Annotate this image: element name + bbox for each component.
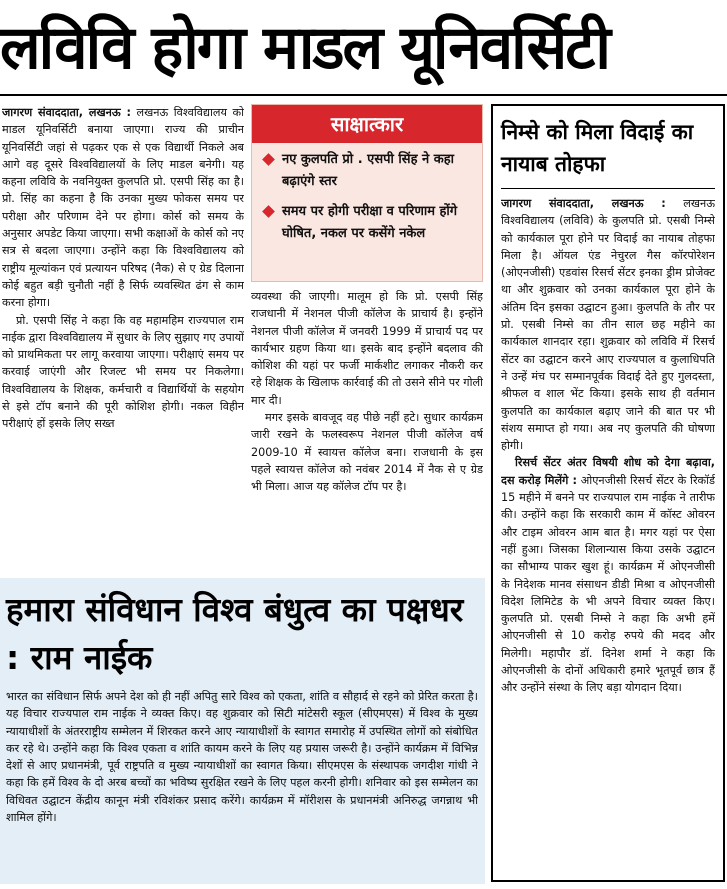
interview-point [260, 201, 474, 245]
main-story-paragraph-2: प्रो. एसपी सिंह ने कहा कि वह महामहिम राज्यपाल राम नाईक द्वारा विश्वविद्यालय में सुधार के लिए सुझाए गए उपायों को प्राथमिकता पर लागू करवाया जाएगा। परीक्षाएं समय पर करवाई जाएंगी और रिजल्ट भी समय पर निकलेगा। विश्वविद्यालय के शिक्षक, कर्मचारी व विद्यार्थियों के सहयोग से इसे टॉप बनाने की पूरी कोशिश होगी। नकल विहीन परीक्षाएं हों इसके लिए सख्त [2, 313, 244, 431]
sidebar-subhead: रिसर्च सेंटर अंतर विषयी शोध को देगा बढ़ावा, दस करोड़ मिलेंगे : [501, 456, 715, 487]
interview-points [252, 143, 482, 245]
diamond-bullet-icon [262, 153, 275, 166]
sidebar-paragraph-1-text: लखनऊ विश्वविद्यालय (लविवि) के कुलपति प्रो. एसबी निम्से को कार्यकाल पूरा होने पर विदाई का नायाब तोहफा मिला है। ऑयल एंड नेचुरल गैस कॉरपोरेशन (ओएनजीसी) एडवांस रिसर्च सेंटर इनका ड्रीम प्रोजेक्ट था और शुक्रवार को उनका कार्यकाल पूरा होने के अंतिम दिन इसका उद्घाटन हुआ। कुलपति के तौर पर प्रो. एसबी निम्से का तीन साल छह महीने का कार्यकाल शानदार रहा। शुक्रवार को लविवि में रिसर्च सेंटर का उद्घाटन करने आए राज्यपाल व कुलाधिपति ने उन्हें मंच पर सम्मानपूर्वक विदाई देते हुए गुलदस्ता, श्रीफल व शाल भेंट किया। इसके साथ ही वर्तमान कुलपति का कार्यकाल बढ़ाए जाने की बात पर भी संशय समाप्त हो गया। अब नए कुलपति की घोषणा होगी। [501, 197, 715, 453]
main-story-column-2 [251, 288, 483, 572]
main-story-byline: जागरण संवाददाता, लखनऊ : [2, 106, 131, 119]
diamond-bullet-icon [262, 205, 275, 218]
lower-story-title: हमारा संविधान विश्व बंधुत्व का पक्षधर : राम नाईक [6, 590, 464, 677]
headline: लविवि होगा माडल यूनिवर्सिटी [0, 13, 609, 83]
main-story-paragraph-1-text: लखनऊ विश्वविद्यालय को माडल यूनिवर्सिटी बनाया जाएगा। राज्य की प्राचीन यूनिवर्सिटी जहां से पढ़कर एक से एक विद्यार्थी निकले अब आगे वह दूसरे विश्वविद्यालयों के लिए माडल बनेगी। यह कहना लविवि के नवनियुक्त कुलपति प्रो. एसपी सिंह का है। प्रो. सिंह का कहना है कि उनका मुख्य फोकस समय पर परीक्षा और परिणाम देने पर होगा। कोर्स को समय के अनुसार अपडेट किया जाएगा। सभी कक्षाओं के कोर्स को नए सत्र से बदला जाएगा। उन्होंने कहा कि विश्वविद्यालय को राष्ट्रीय मूल्यांकन एवं प्रत्यायन परिषद (नैक) से ए ग्रेड दिलाना कोई बहुत बड़ी चुनौती नहीं है सिर्फ व्यवस्थित ढंग से काम करना होगा। [2, 106, 244, 310]
main-story-column-1 [2, 104, 244, 572]
headline-rule [0, 94, 727, 96]
interview-point [260, 149, 474, 193]
sidebar-paragraph-2-text: ओएनजीसी रिसर्च सेंटर के रिकॉर्ड 15 महीने में बनने पर राज्यपाल राम नाईक ने तारीफ की। उन्होंने कहा कि सरकारी काम में कॉस्ट ओवरन और टाइम ओवरन आम बात है। मगर यहां पर ऐसा नहीं हुआ। जिसका शिलान्यास किया उसके उद्घाटन का सौभाग्य पाकर खुश हूं। कार्यक्रम में ओएनजीसी के निदेशक मानव संसाधन डीडी मिश्रा व ओएनजीसी विदेश लिमिटेड के भी अपने विचार व्यक्त किए। कुलपति प्रो. एसबी निम्से ने कहा कि अभी हमें ओएनजीसी से 10 करोड़ रुपये की मदद और मिलेगी। महापौर डॉ. दिनेश शर्मा ने कहा कि ओएनजीसी के दोनों अधिकारी हमारे भूतपूर्व छात्र हैं और उन्होंने संस्था के लिए बड़ा योगदान दिया। [501, 473, 715, 695]
interview-title: साक्षात्कार [252, 105, 482, 143]
sidebar-paragraph-1 [501, 195, 715, 454]
lower-story [0, 578, 485, 884]
sidebar-paragraph-2 [501, 454, 715, 696]
lower-story-paragraph: भारत का संविधान सिर्फ अपने देश को ही नहीं अपितु सारे विश्व को एकता, शांति व सौहार्द से रहने को प्रेरित करता है। यह विचार राज्यपाल राम नाईक ने व्यक्त किए। वह शुक्रवार को सिटी मांटेसरी स्कूल (सीएमएस) में विश्व के मुख्य न्यायाधीशों के अंतरराष्ट्रीय सम्मेलन में शिरकत करने आए न्यायाधीशों के स्वागत समारोह में उपस्थित लोगों को संबोधित कर रहे थे। उन्होंने कहा कि विश्व एकता व शांति कायम करने के लिए यह प्रयास जरूरी है। उन्होंने कार्यक्रम में विभिन्न देशों से आए प्रधानमंत्री, पूर्व राष्ट्रपति व मुख्य न्यायाधीशों का स्वागत किया। सीएमएस के संस्थापक जगदीश गांधी ने कहा कि हमें विश्व के दो अरब बच्चों का भविष्य सुरक्षित रखने के लिए पहल करनी होगी। शनिवार को इस सम्मेलन का विधिवत उद्घाटन केंद्रीय कानून मंत्री रविशंकर प्रसाद करेंगे। कार्यक्रम में मॉरीशस के प्रधानमंत्री अनिरुद्ध जगन्नाथ भी शामिल होंगे। [6, 690, 478, 825]
main-story-paragraph-1 [2, 104, 244, 312]
main-story-continued-paragraph: मगर इसके बावजूद वह पीछे नहीं हटे। सुधार कार्यक्रम जारी रखने के फलस्वरूप नेशनल पीजी कॉलेज वर्ष 2009-10 में स्वायत्त कॉलेज बना। राजधानी के इस पहले स्वायत्त कॉलेज को नवंबर 2014 में नैक से ए ग्रेड भी मिला। आज यह कॉलेज टॉप पर है। [251, 411, 483, 494]
sidebar-byline: जागरण संवाददाता, लखनऊ : [501, 197, 666, 210]
sidebar-title: निम्से को मिला विदाई का नायाब तोहफा [501, 120, 694, 176]
interview-point-text: समय पर होगी परीक्षा व परिणाम होंगे घोषित, नकल पर कसेंगे नकेल [282, 204, 458, 241]
sidebar-body [501, 195, 715, 885]
interview-point-text: नए कुलपति प्रो . एसपी सिंह ने कहा बढ़ाएंगे स्तर [282, 152, 455, 189]
sidebar-title-rule [501, 188, 715, 189]
lower-story-body [6, 688, 478, 880]
interview-box [251, 104, 483, 282]
sidebar-story [491, 104, 725, 882]
main-story-continued-paragraph: व्यवस्था की जाएगी। मालूम हो कि प्रो. एसपी सिंह राजधानी में नेशनल पीजी कॉलेज के प्राचार्य है। इन्होंने नेशनल पीजी कॉलेज में जनवरी 1999 में प्राचार्य पद पर कार्यभार ग्रहण किया था। इसके बाद इन्होंने बदलाव की कोशिश की यहां पर फर्जी मार्कशीट लगाकर नौकरी कर रहे शिक्षक के खिलाफ कार्रवाई की तो उसने सीने पर गोली मार दी। [251, 290, 483, 407]
